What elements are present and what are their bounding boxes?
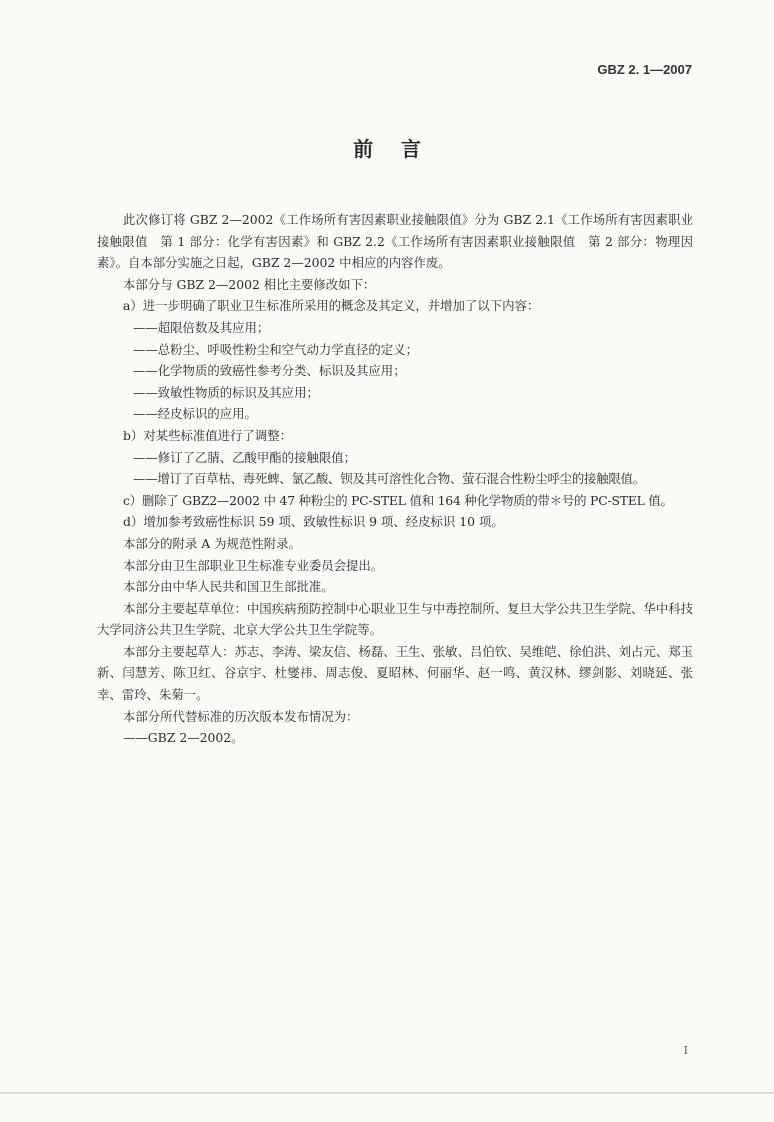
document-code: GBZ 2. 1—2007 xyxy=(597,62,692,77)
intro-paragraph: 此次修订将 GBZ 2—2002《工作场所有害因素职业接触限值》分为 GBZ 2.1《工作场所有害因素职业接触限值 第 1 部分：化学有害因素》和 GBZ 2.2《工作场所有害因素职业接触限值 第 2 部分：物理因素》。自本部分实施之日起，GBZ 2—2002 中相应的内容作废。 xyxy=(97,212,693,271)
history-item: ——GBZ 2—2002。 xyxy=(123,730,244,746)
drafting-units-paragraph: 本部分主要起草单位：中国疾病预防控制中心职业卫生与中毒控制所、复旦大学公共卫生学院、华中科技大学同济公共卫生学院、北京大学公共卫生学院等。 xyxy=(97,600,693,638)
list-item: ——增订了百草枯、毒死蜱、氯乙酸、钡及其可溶性化合物、萤石混合性粉尘呼尘的接触限值。 xyxy=(133,471,646,487)
approved-paragraph: 本部分由中华人民共和国卫生部批准。 xyxy=(123,579,334,595)
change-c: c）删除了 GBZ2—2002 中 47 种粉尘的 PC-STEL 值和 164 种化学物质的带＊号的 PC-STEL 值。 xyxy=(123,492,673,508)
drafters-paragraph: 本部分主要起草人：苏志、李涛、梁友信、杨磊、王生、张敏、吕伯钦、吴维皑、徐伯洪、刘占元、郑玉新、闫慧芳、陈卫红、谷京宇、杜燮祎、周志俊、夏昭林、何丽华、赵一鸣、黄汉林、缪剑影、刘晓延、张幸、雷玲、朱菊一。 xyxy=(97,643,693,703)
list-item: ——总粉尘、呼吸性粉尘和空气动力学直径的定义； xyxy=(133,341,418,357)
main-changes-paragraph: 本部分与 GBZ 2—2002 相比主要修改如下： xyxy=(123,276,376,292)
proposed-paragraph: 本部分由卫生部职业卫生标准专业委员会提出。 xyxy=(123,557,384,573)
change-b: b）对某些标准值进行了调整： xyxy=(123,427,293,443)
list-item: ——修订了乙腈、乙酸甲酯的接触限值； xyxy=(133,449,357,465)
list-item: ——超限倍数及其应用； xyxy=(133,319,270,335)
page-number: I xyxy=(683,1044,688,1057)
page-title: 前 言 xyxy=(353,137,421,161)
list-item: ——化学物质的致癌性参考分类、标识及其应用； xyxy=(133,363,406,379)
history-intro-paragraph: 本部分所代替标准的历次版本发布情况为： xyxy=(123,708,359,724)
change-d: d）增加参考致癌性标识 59 项、致敏性标识 9 项、经皮标识 10 项。 xyxy=(123,514,504,530)
change-a: a）进一步明确了职业卫生标准所采用的概念及其定义，并增加了以下内容： xyxy=(123,298,540,314)
page-bottom-edge xyxy=(0,1092,774,1094)
list-item: ——经皮标识的应用。 xyxy=(133,406,257,422)
list-item: ——致敏性物质的标识及其应用； xyxy=(133,384,319,400)
appendix-paragraph: 本部分的附录 A 为规范性附录。 xyxy=(123,535,301,551)
document-body xyxy=(97,209,693,749)
